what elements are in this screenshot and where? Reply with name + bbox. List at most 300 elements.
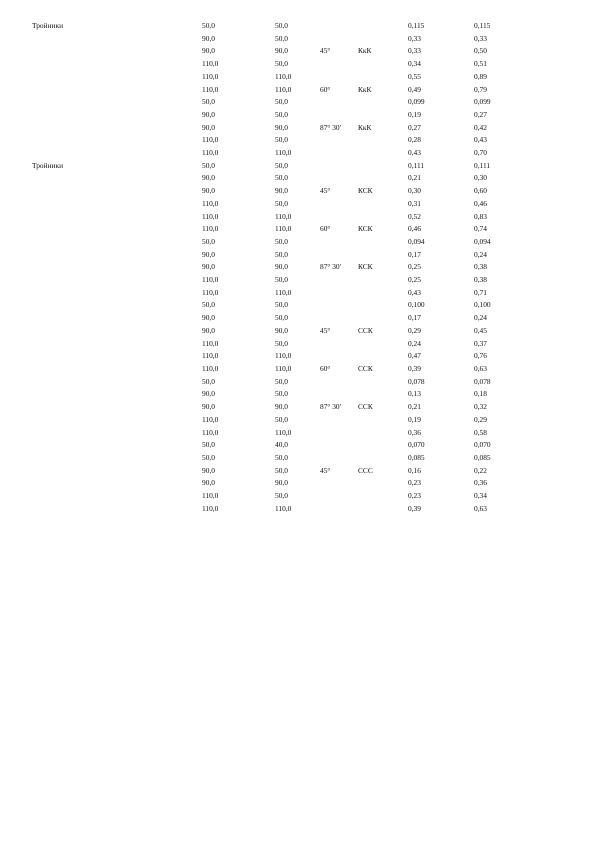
cell-value-b: 0,50 [474,46,487,56]
cell-value-b: 0,078 [474,376,491,386]
cell-value-a: 0,33 [408,46,421,56]
cell-fitting-type: КкК [358,84,372,94]
cell-item-name [32,427,202,440]
cell-value-b: 0,30 [474,173,487,183]
cell-value-a: 0,085 [408,452,425,462]
cell-item-name [32,414,202,427]
table-row [32,350,524,363]
cell-diameter-main: 90,0 [202,249,215,259]
cell-value-a: 0,21 [408,402,421,412]
cell-fitting-type [358,477,408,490]
cell-value-b: 0,111 [474,160,491,170]
cell-diameter-branch: 110,0 [275,287,292,297]
cell-fitting-type [358,452,408,465]
cell-diameter-branch: 40,0 [275,440,288,450]
cell-angle [320,388,358,401]
cell-diameter-branch: 110,0 [275,427,292,437]
cell-fitting-type [358,490,408,503]
table-row [32,490,524,503]
cell-item-name [32,71,202,84]
cell-item-name [32,452,202,465]
cell-diameter-main: 110,0 [202,427,219,437]
cell-angle [320,160,358,173]
cell-value-b: 0,29 [474,414,487,424]
cell-fitting-type [358,236,408,249]
cell-value-b: 0,099 [474,97,491,107]
cell-fitting-type [358,427,408,440]
cell-fitting-type [358,312,408,325]
cell-item-name [32,503,202,516]
cell-diameter-branch: 90,0 [275,186,288,196]
cell-value-b: 0,37 [474,338,487,348]
cell-diameter-main: 110,0 [202,211,219,221]
cell-diameter-branch: 50,0 [275,109,288,119]
cell-diameter-branch: 50,0 [275,338,288,348]
cell-diameter-main: 110,0 [202,148,219,158]
cell-angle: 87° 30' [320,402,341,412]
cell-diameter-branch: 50,0 [275,452,288,462]
cell-diameter-main: 50,0 [202,97,215,107]
cell-diameter-branch: 110,0 [275,84,292,94]
table-row [32,287,524,300]
cell-item-name [32,198,202,211]
cell-angle [320,71,358,84]
cell-value-b: 0,46 [474,198,487,208]
cell-diameter-main: 110,0 [202,71,219,81]
cell-fitting-type [358,211,408,224]
cell-value-b: 0,63 [474,503,487,513]
cell-angle: 45° [320,46,331,56]
cell-angle [320,414,358,427]
cell-value-a: 0,25 [408,262,421,272]
table-row [32,388,524,401]
cell-value-b: 0,22 [474,465,487,475]
cell-item-name [32,465,202,478]
cell-value-b: 0,100 [474,300,491,310]
table-row [32,401,524,414]
table-row [32,274,524,287]
cell-value-b: 0,36 [474,478,487,488]
cell-fitting-type: ССК [358,402,373,412]
cell-diameter-branch: 50,0 [275,173,288,183]
cell-item-name [32,109,202,122]
cell-item-name [32,274,202,287]
cell-angle [320,58,358,71]
cell-angle [320,109,358,122]
cell-value-b: 0,43 [474,135,487,145]
cell-item-name [32,338,202,351]
cell-diameter-main: 110,0 [202,491,219,501]
cell-value-a: 0,47 [408,351,421,361]
cell-fitting-type: ССК [358,363,373,373]
table-row [32,109,524,122]
cell-angle: 60° [320,363,331,373]
cell-diameter-main: 110,0 [202,338,219,348]
table-row [32,147,524,160]
cell-item-name [32,134,202,147]
cell-value-b: 0,76 [474,351,487,361]
cell-value-a: 0,100 [408,300,425,310]
cell-diameter-main: 90,0 [202,478,215,488]
cell-value-a: 0,49 [408,84,421,94]
cell-value-b: 0,45 [474,325,487,335]
cell-value-b: 0,70 [474,148,487,158]
cell-angle: 60° [320,224,331,234]
cell-value-a: 0,099 [408,97,425,107]
cell-item-name [32,211,202,224]
cell-fitting-type [358,96,408,109]
cell-fitting-type [358,160,408,173]
table-row [32,427,524,440]
cell-value-b: 0,83 [474,211,487,221]
cell-value-b: 0,094 [474,236,491,246]
cell-item-name [32,58,202,71]
table-row [32,198,524,211]
cell-angle [320,33,358,46]
cell-item-name [32,312,202,325]
cell-value-a: 0,19 [408,414,421,424]
cell-fitting-type: ССС [358,465,373,475]
cell-diameter-branch: 50,0 [275,135,288,145]
cell-diameter-main: 90,0 [202,46,215,56]
cell-value-a: 0,39 [408,363,421,373]
cell-diameter-main: 90,0 [202,173,215,183]
cell-angle [320,274,358,287]
cell-fitting-type [358,109,408,122]
cell-value-a: 0,19 [408,109,421,119]
cell-angle [320,299,358,312]
cell-angle [320,477,358,490]
fittings-table [32,20,524,515]
cell-diameter-main: 50,0 [202,160,215,170]
cell-item-name [32,299,202,312]
table-row [32,122,524,135]
cell-diameter-branch: 50,0 [275,249,288,259]
cell-diameter-main: 110,0 [202,224,219,234]
cell-angle [320,312,358,325]
cell-diameter-branch: 50,0 [275,33,288,43]
table-row [32,414,524,427]
cell-fitting-type [358,134,408,147]
cell-diameter-branch: 90,0 [275,478,288,488]
table-row [32,363,524,376]
cell-angle [320,503,358,516]
cell-value-b: 0,18 [474,389,487,399]
table-row [32,58,524,71]
cell-value-b: 0,63 [474,363,487,373]
cell-value-a: 0,16 [408,465,421,475]
cell-diameter-branch: 50,0 [275,414,288,424]
cell-value-b: 0,42 [474,122,487,132]
cell-item-name [32,249,202,262]
cell-item-name [32,223,202,236]
cell-diameter-branch: 110,0 [275,148,292,158]
cell-angle: 45° [320,186,331,196]
cell-diameter-main: 110,0 [202,414,219,424]
cell-item-name: Тройники [32,160,64,170]
cell-angle [320,211,358,224]
cell-diameter-branch: 50,0 [275,59,288,69]
table-row [32,465,524,478]
cell-diameter-branch: 110,0 [275,71,292,81]
cell-diameter-branch: 110,0 [275,351,292,361]
cell-item-name [32,45,202,58]
cell-diameter-main: 110,0 [202,363,219,373]
cell-diameter-main: 110,0 [202,59,219,69]
cell-value-a: 0,55 [408,71,421,81]
cell-value-b: 0,60 [474,186,487,196]
cell-value-a: 0,13 [408,389,421,399]
cell-value-b: 0,38 [474,275,487,285]
cell-diameter-branch: 50,0 [275,300,288,310]
cell-angle [320,20,358,33]
cell-item-name [32,147,202,160]
cell-item-name [32,376,202,389]
table-row [32,96,524,109]
cell-value-a: 0,33 [408,33,421,43]
cell-item-name [32,325,202,338]
cell-diameter-branch: 50,0 [275,313,288,323]
cell-angle [320,236,358,249]
cell-fitting-type [358,58,408,71]
cell-angle [320,490,358,503]
cell-value-b: 0,79 [474,84,487,94]
cell-diameter-branch: 90,0 [275,122,288,132]
table-row [32,439,524,452]
cell-fitting-type [358,249,408,262]
cell-value-b: 0,51 [474,59,487,69]
cell-angle: 87° 30' [320,122,341,132]
cell-fitting-type [358,71,408,84]
cell-value-b: 0,89 [474,71,487,81]
cell-item-name [32,172,202,185]
cell-diameter-main: 110,0 [202,84,219,94]
cell-diameter-branch: 50,0 [275,491,288,501]
cell-diameter-main: 90,0 [202,325,215,335]
table-row [32,299,524,312]
cell-value-a: 0,17 [408,313,421,323]
cell-value-a: 0,39 [408,503,421,513]
cell-diameter-branch: 50,0 [275,275,288,285]
table-row [32,20,524,33]
cell-value-a: 0,43 [408,287,421,297]
cell-value-a: 0,23 [408,491,421,501]
cell-fitting-type [358,20,408,33]
cell-item-name [32,439,202,452]
cell-diameter-branch: 50,0 [275,389,288,399]
cell-fitting-type [358,388,408,401]
cell-value-a: 0,115 [408,21,425,30]
cell-angle: 45° [320,325,331,335]
cell-angle: 87° 30' [320,262,341,272]
table-row [32,211,524,224]
table-row [32,261,524,274]
cell-angle [320,134,358,147]
cell-diameter-branch: 90,0 [275,262,288,272]
cell-diameter-branch: 90,0 [275,402,288,412]
cell-fitting-type [358,414,408,427]
cell-angle [320,198,358,211]
cell-value-a: 0,52 [408,211,421,221]
cell-diameter-branch: 110,0 [275,503,292,513]
cell-value-b: 0,34 [474,491,487,501]
cell-value-a: 0,078 [408,376,425,386]
cell-fitting-type [358,503,408,516]
cell-fitting-type [358,274,408,287]
cell-diameter-main: 50,0 [202,452,215,462]
cell-value-a: 0,23 [408,478,421,488]
cell-item-name [32,477,202,490]
cell-fitting-type [358,33,408,46]
table-row [32,236,524,249]
cell-value-a: 0,21 [408,173,421,183]
cell-value-a: 0,31 [408,198,421,208]
cell-diameter-main: 110,0 [202,275,219,285]
table-row [32,185,524,198]
cell-angle [320,147,358,160]
cell-diameter-branch: 50,0 [275,236,288,246]
cell-value-b: 0,27 [474,109,487,119]
cell-value-a: 0,094 [408,236,425,246]
cell-angle [320,96,358,109]
cell-diameter-branch: 50,0 [275,198,288,208]
cell-item-name [32,401,202,414]
cell-angle [320,376,358,389]
cell-diameter-branch: 110,0 [275,224,292,234]
cell-fitting-type: ССК [358,325,373,335]
cell-value-a: 0,17 [408,249,421,259]
cell-item-name [32,363,202,376]
table-row [32,338,524,351]
cell-diameter-main: 110,0 [202,503,219,513]
cell-diameter-main: 90,0 [202,186,215,196]
cell-diameter-main: 50,0 [202,440,215,450]
table-row [32,134,524,147]
cell-item-name [32,33,202,46]
cell-diameter-branch: 50,0 [275,465,288,475]
cell-item-name [32,350,202,363]
cell-angle [320,427,358,440]
table-row [32,223,524,236]
cell-angle [320,452,358,465]
cell-value-b: 0,33 [474,33,487,43]
cell-value-b: 0,71 [474,287,487,297]
cell-fitting-type: КСК [358,224,373,234]
cell-value-a: 0,27 [408,122,421,132]
cell-diameter-main: 110,0 [202,351,219,361]
table-row [32,45,524,58]
cell-diameter-branch: 110,0 [275,363,292,373]
table-row [32,71,524,84]
cell-diameter-main: 50,0 [202,236,215,246]
cell-diameter-main: 90,0 [202,122,215,132]
cell-angle [320,350,358,363]
cell-fitting-type [358,338,408,351]
cell-angle [320,439,358,452]
cell-value-a: 0,111 [408,160,425,170]
table-row [32,452,524,465]
cell-diameter-main: 90,0 [202,33,215,43]
cell-diameter-branch: 50,0 [275,160,288,170]
table-row [32,84,524,97]
cell-diameter-main: 50,0 [202,21,215,30]
cell-value-a: 0,24 [408,338,421,348]
cell-item-name [32,236,202,249]
cell-diameter-branch: 50,0 [275,376,288,386]
cell-item-name [32,287,202,300]
cell-value-b: 0,085 [474,452,491,462]
cell-item-name [32,388,202,401]
cell-item-name [32,122,202,135]
cell-value-b: 0,070 [474,440,491,450]
cell-diameter-branch: 50,0 [275,97,288,107]
cell-fitting-type [358,172,408,185]
cell-diameter-main: 110,0 [202,198,219,208]
cell-value-b: 0,24 [474,313,487,323]
cell-fitting-type: КСК [358,186,373,196]
cell-value-a: 0,29 [408,325,421,335]
cell-fitting-type [358,376,408,389]
cell-value-a: 0,36 [408,427,421,437]
table-row [32,33,524,46]
table-row [32,503,524,516]
cell-item-name [32,490,202,503]
cell-angle [320,287,358,300]
cell-value-a: 0,070 [408,440,425,450]
cell-diameter-main: 90,0 [202,109,215,119]
table-row [32,160,524,173]
cell-diameter-main: 90,0 [202,262,215,272]
cell-diameter-main: 90,0 [202,465,215,475]
cell-diameter-main: 90,0 [202,389,215,399]
cell-angle: 45° [320,465,331,475]
cell-diameter-main: 110,0 [202,287,219,297]
cell-fitting-type [358,439,408,452]
cell-value-a: 0,28 [408,135,421,145]
cell-diameter-main: 90,0 [202,313,215,323]
cell-value-b: 0,32 [474,402,487,412]
cell-fitting-type: КкК [358,122,372,132]
cell-fitting-type [358,198,408,211]
table-body [32,20,524,515]
cell-diameter-main: 90,0 [202,402,215,412]
cell-angle: 60° [320,84,331,94]
cell-diameter-main: 110,0 [202,135,219,145]
table-row [32,477,524,490]
cell-fitting-type [358,147,408,160]
cell-angle [320,338,358,351]
cell-value-a: 0,43 [408,148,421,158]
cell-fitting-type [358,350,408,363]
cell-fitting-type: КкК [358,46,372,56]
cell-angle [320,249,358,262]
cell-diameter-branch: 90,0 [275,46,288,56]
cell-diameter-branch: 50,0 [275,21,288,30]
table-row [32,172,524,185]
cell-value-a: 0,34 [408,59,421,69]
table-row [32,312,524,325]
table-row [32,249,524,262]
cell-value-b: 0,58 [474,427,487,437]
cell-fitting-type [358,287,408,300]
cell-value-b: 0,38 [474,262,487,272]
cell-diameter-branch: 90,0 [275,325,288,335]
cell-item-name: Тройники [32,21,64,30]
cell-angle [320,172,358,185]
cell-value-b: 0,115 [474,21,491,30]
cell-item-name [32,185,202,198]
table-row [32,325,524,338]
